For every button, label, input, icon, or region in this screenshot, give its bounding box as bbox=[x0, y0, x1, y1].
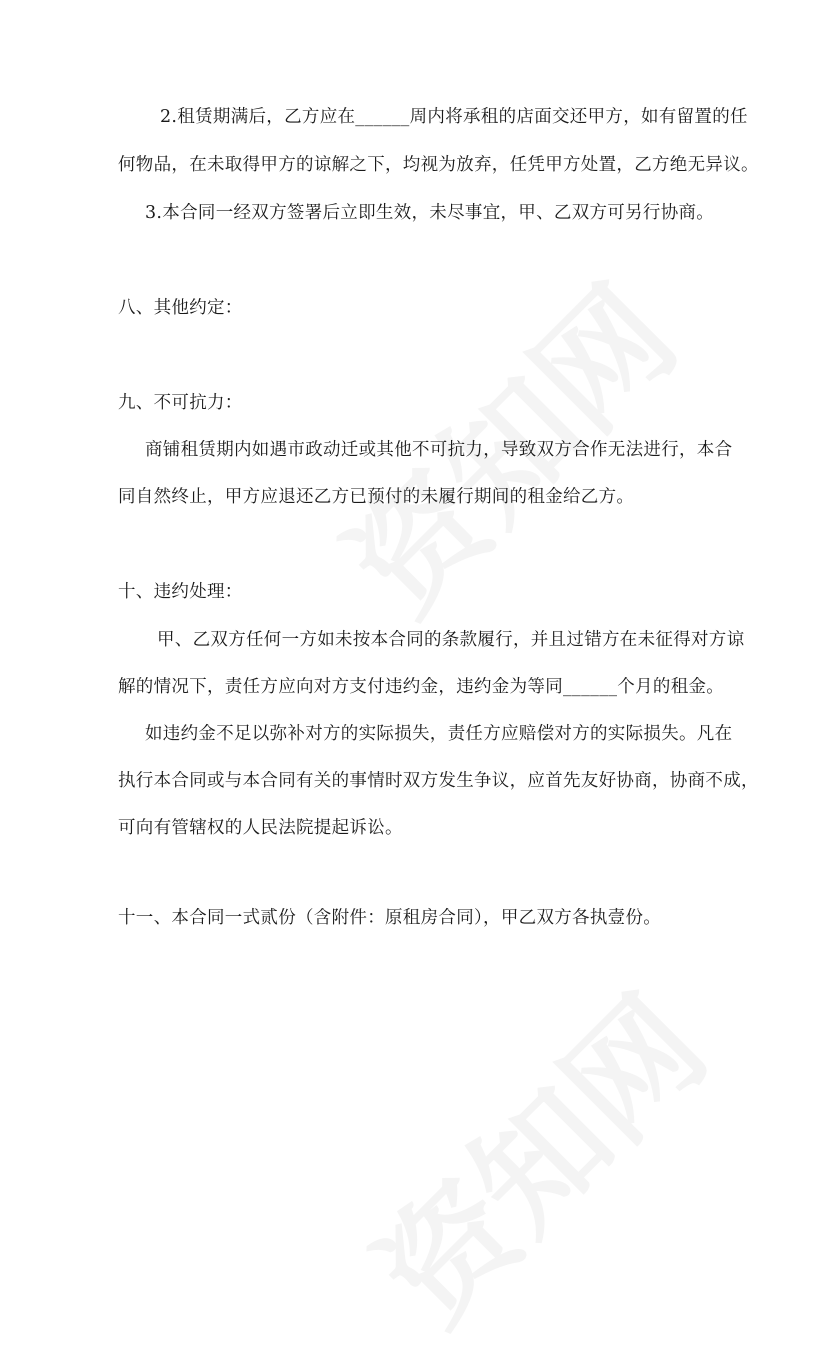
breach-para-1-line-1: 甲、乙双方任何一方如未按本合同的条款履行，并且过错方在未征得对方谅 bbox=[157, 630, 745, 650]
breach-para-2-line-3: 可向有管辖权的人民法院提起诉讼。 bbox=[118, 818, 403, 838]
section-11: 十一、本合同一式贰份（含附件：原租房合同），甲乙双方各执壹份。 bbox=[118, 908, 662, 928]
clause-7-2-line-2: 何物品，在未取得甲方的谅解之下，均视为放弃，任凭甲方处置，乙方绝无异议。 bbox=[118, 155, 759, 175]
breach-para-2-line-2: 执行本合同或与本合同有关的事情时双方发生争议，应首先友好协商，协商不成， bbox=[118, 771, 759, 791]
breach-para-1-line-2: 解的情况下，责任方应向对方支付违约金，违约金为等同______个月的租金。 bbox=[118, 677, 725, 697]
force-majeure-line-1: 商铺租赁期内如遇市政动迁或其他不可抗力，导致双方合作无法进行，本合 bbox=[145, 440, 733, 460]
section-8-heading: 八、其他约定： bbox=[118, 298, 243, 318]
watermark bbox=[331, 949, 739, 1357]
breach-para-2-line-1: 如违约金不足以弥补对方的实际损失，责任方应赔偿对方的实际损失。凡在 bbox=[145, 724, 733, 744]
section-9-heading: 九、不可抗力： bbox=[118, 393, 243, 413]
section-10-heading: 十、违约处理： bbox=[118, 582, 243, 602]
clause-7-3: 3.本合同一经双方签署后立即生效，未尽事宜，甲、乙双方可另行协商。 bbox=[145, 203, 715, 223]
clause-7-2-line-1: 2.租赁期满后，乙方应在______周内将承租的店面交还甲方，如有留置的任 bbox=[160, 107, 748, 127]
force-majeure-line-2: 同自然终止，甲方应退还乙方已预付的未履行期间的租金给乙方。 bbox=[118, 487, 635, 507]
